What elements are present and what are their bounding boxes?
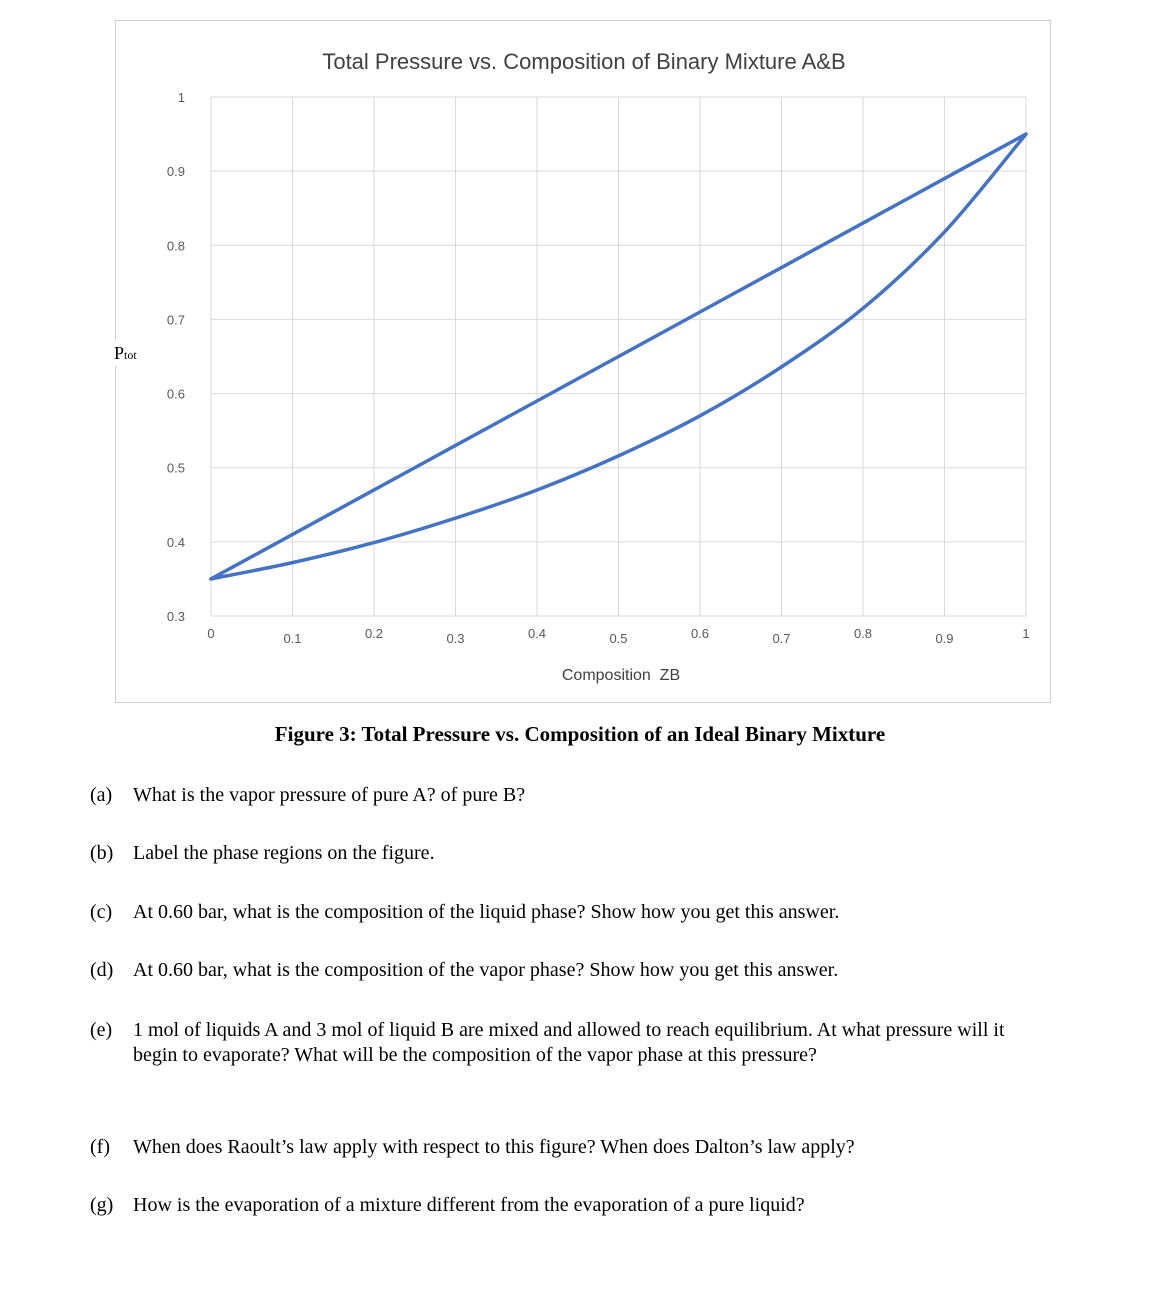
- question-text: 1 mol of liquids A and 3 mol of liquid B are mixed and allowed to reach equilibrium. At what pressure will it begin to evaporate? What will be the composition of the vapor phase at this pressure?: [133, 1019, 1005, 1066]
- question-label: (f): [90, 1136, 110, 1158]
- x-tick-label: 0.8: [853, 626, 873, 641]
- y-tick-label: 0.7: [166, 312, 185, 328]
- chart-title: Total Pressure vs. Composition of Binary Mixture A&B: [322, 49, 846, 74]
- x-tick-label: 0: [207, 626, 215, 641]
- question-label: (a): [90, 784, 113, 806]
- y-axis-label-sub: tot: [124, 348, 137, 362]
- y-axis-label-main: P: [114, 343, 125, 363]
- question-text: Label the phase regions on the figure.: [133, 842, 435, 864]
- question-a: [90, 783, 1050, 808]
- figure-caption: Figure 3: Total Pressure vs. Composition of an Ideal Binary Mixture: [274, 722, 886, 746]
- x-tick-label: 1: [1022, 626, 1030, 641]
- x-axis-ticks: [207, 626, 1029, 646]
- y-axis-label: [114, 341, 137, 366]
- y-tick-label: 1: [177, 90, 185, 105]
- y-tick-label: 0.5: [166, 460, 185, 476]
- x-tick-label: 0.5: [609, 631, 628, 646]
- question-label: (b): [90, 842, 114, 864]
- x-tick-label: 0.3: [446, 631, 465, 646]
- question-f: [90, 1135, 1050, 1160]
- y-tick-label: 0.3: [166, 609, 185, 624]
- question-g: [90, 1193, 1050, 1218]
- x-axis-label: Composition ZB: [561, 667, 681, 684]
- y-tick-label: 0.6: [166, 386, 185, 402]
- y-tick-label: 0.8: [166, 238, 185, 254]
- question-c: [90, 900, 1050, 925]
- chart-frame: [115, 20, 1051, 703]
- question-label: (g): [90, 1194, 114, 1216]
- x-tick-label: 0.6: [690, 626, 710, 641]
- y-tick-label: 0.4: [166, 534, 185, 550]
- question-d: [90, 958, 1050, 983]
- question-text: When does Raoult’s law apply with respect to this figure? When does Dalton’s law apply?: [133, 1136, 855, 1158]
- x-tick-label: 0.4: [527, 626, 547, 641]
- y-axis-ticks: [167, 90, 185, 624]
- question-text: How is the evaporation of a mixture different from the evaporation of a pure liquid?: [133, 1194, 805, 1216]
- x-tick-label: 0.7: [772, 631, 791, 646]
- question-text: What is the vapor pressure of pure A? of pure B?: [133, 784, 526, 806]
- question-text: At 0.60 bar, what is the composition of the vapor phase? Show how you get this answer.: [133, 959, 839, 981]
- question-text: At 0.60 bar, what is the composition of the liquid phase? Show how you get this answer.: [133, 901, 840, 923]
- x-tick-label: 0.2: [364, 626, 384, 641]
- question-e: [90, 1018, 1050, 1068]
- x-tick-label: 0.1: [283, 631, 302, 646]
- question-b: [90, 841, 1050, 866]
- question-label: (c): [90, 901, 113, 923]
- question-label: (e): [90, 1019, 113, 1041]
- question-label: (d): [90, 959, 114, 981]
- x-tick-label: 0.9: [935, 631, 954, 646]
- chart-svg: [116, 21, 1052, 704]
- y-tick-label: 0.9: [166, 164, 185, 180]
